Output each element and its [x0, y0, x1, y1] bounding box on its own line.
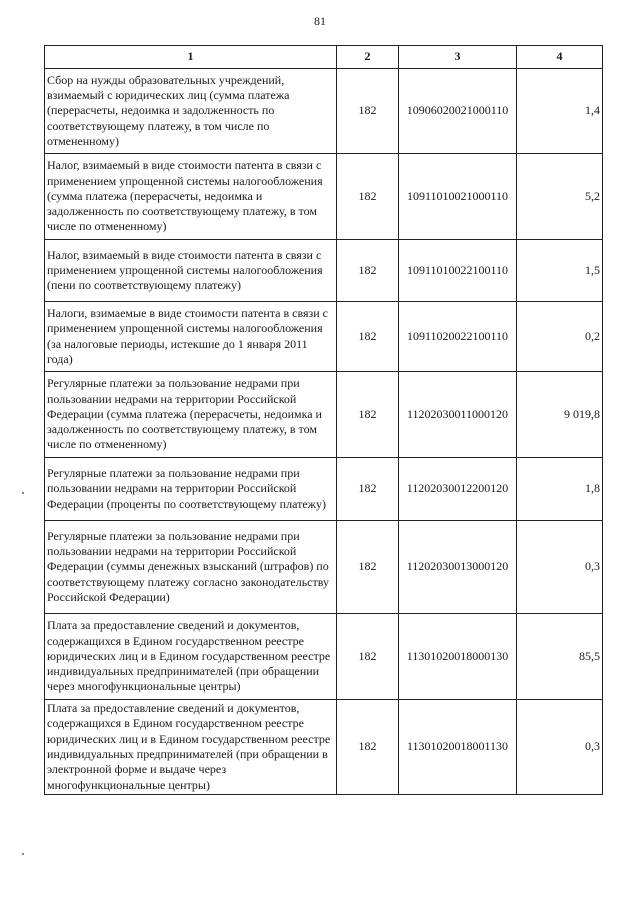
- income-name-cell: Регулярные платежи за пользование недрами при пользовании недрами на территории Российской Федерации (суммы денежных взысканий (штрафов) по соответствующему платежу согласно законодательству Российской Федерации): [45, 521, 337, 614]
- admin-code-cell: 182: [337, 700, 399, 795]
- admin-code-cell: 182: [337, 240, 399, 302]
- table-row: [45, 614, 603, 700]
- income-name-cell: Плата за предоставление сведений и документов, содержащихся в Едином государственном реестре юридических лиц и в Едином государственном реестре индивидуальных предпринимателей (при обращении в электронной форме и выдаче через многофункциональные центры): [45, 700, 337, 795]
- amount-cell: 0,3: [517, 521, 603, 614]
- header-col-4: 4: [517, 46, 603, 69]
- amount-cell: 1,5: [517, 240, 603, 302]
- income-name-cell: Налог, взимаемый в виде стоимости патента в связи с применением упрощенной системы налогообложения (пени по соответствующему платежу): [45, 240, 337, 302]
- budget-code-cell: 10911020022100110: [399, 302, 517, 372]
- income-name-cell: Регулярные платежи за пользование недрами при пользовании недрами на территории Российской Федерации (проценты по соответствующему платежу): [45, 458, 337, 521]
- admin-code-cell: 182: [337, 521, 399, 614]
- table-row: [45, 302, 603, 372]
- header-col-1: 1: [45, 46, 337, 69]
- budget-code-cell: 11202030013000120: [399, 521, 517, 614]
- admin-code-cell: 182: [337, 69, 399, 154]
- revenue-table: [44, 45, 603, 795]
- scan-speck: [22, 853, 24, 855]
- table-row: [45, 154, 603, 240]
- income-name-cell: Сбор на нужды образовательных учреждений, взимаемый с юридических лиц (сумма платежа (перерасчеты, недоимка и задолженность по соответствующему платежу, в том числе по отмененному): [45, 69, 337, 154]
- budget-code-cell: 10911010022100110: [399, 240, 517, 302]
- income-name-cell: Налоги, взимаемые в виде стоимости патента в связи с применением упрощенной системы налогообложения (за налоговые периоды, истекшие до 1 января 2011 года): [45, 302, 337, 372]
- income-name-cell: Регулярные платежи за пользование недрами при пользовании недрами на территории Российской Федерации (сумма платежа (перерасчеты, недоимка и задолженность по соответствующему платежу, в том числе по отмененному): [45, 372, 337, 458]
- header-col-3: 3: [399, 46, 517, 69]
- budget-code-cell: 11301020018000130: [399, 614, 517, 700]
- amount-cell: 0,3: [517, 700, 603, 795]
- budget-code-cell: 10911010021000110: [399, 154, 517, 240]
- budget-code-cell: 11202030011000120: [399, 372, 517, 458]
- amount-cell: 5,2: [517, 154, 603, 240]
- amount-cell: 85,5: [517, 614, 603, 700]
- table-row: [45, 700, 603, 795]
- amount-cell: 1,8: [517, 458, 603, 521]
- admin-code-cell: 182: [337, 372, 399, 458]
- table-row: [45, 521, 603, 614]
- scan-speck: [22, 492, 24, 494]
- table-row: [45, 458, 603, 521]
- table-row: [45, 240, 603, 302]
- amount-cell: 0,2: [517, 302, 603, 372]
- income-name-cell: Плата за предоставление сведений и документов, содержащихся в Едином государственном реестре юридических лиц и в Едином государственном реестре индивидуальных предпринимателей (при обращении через многофункциональные центры): [45, 614, 337, 700]
- table-row: [45, 69, 603, 154]
- budget-code-cell: 10906020021000110: [399, 69, 517, 154]
- header-col-2: 2: [337, 46, 399, 69]
- admin-code-cell: 182: [337, 458, 399, 521]
- amount-cell: 9 019,8: [517, 372, 603, 458]
- budget-code-cell: 11202030012200120: [399, 458, 517, 521]
- income-name-cell: Налог, взимаемый в виде стоимости патента в связи с применением упрощенной системы налогообложения (сумма платежа (перерасчеты, недоимка и задолженность по соответствующему платежу, в том числе по отмененному): [45, 154, 337, 240]
- admin-code-cell: 182: [337, 302, 399, 372]
- table-row: [45, 372, 603, 458]
- amount-cell: 1,4: [517, 69, 603, 154]
- admin-code-cell: 182: [337, 614, 399, 700]
- table-header-row: [45, 46, 603, 69]
- page-number: 81: [314, 14, 326, 28]
- budget-code-cell: 11301020018001130: [399, 700, 517, 795]
- admin-code-cell: 182: [337, 154, 399, 240]
